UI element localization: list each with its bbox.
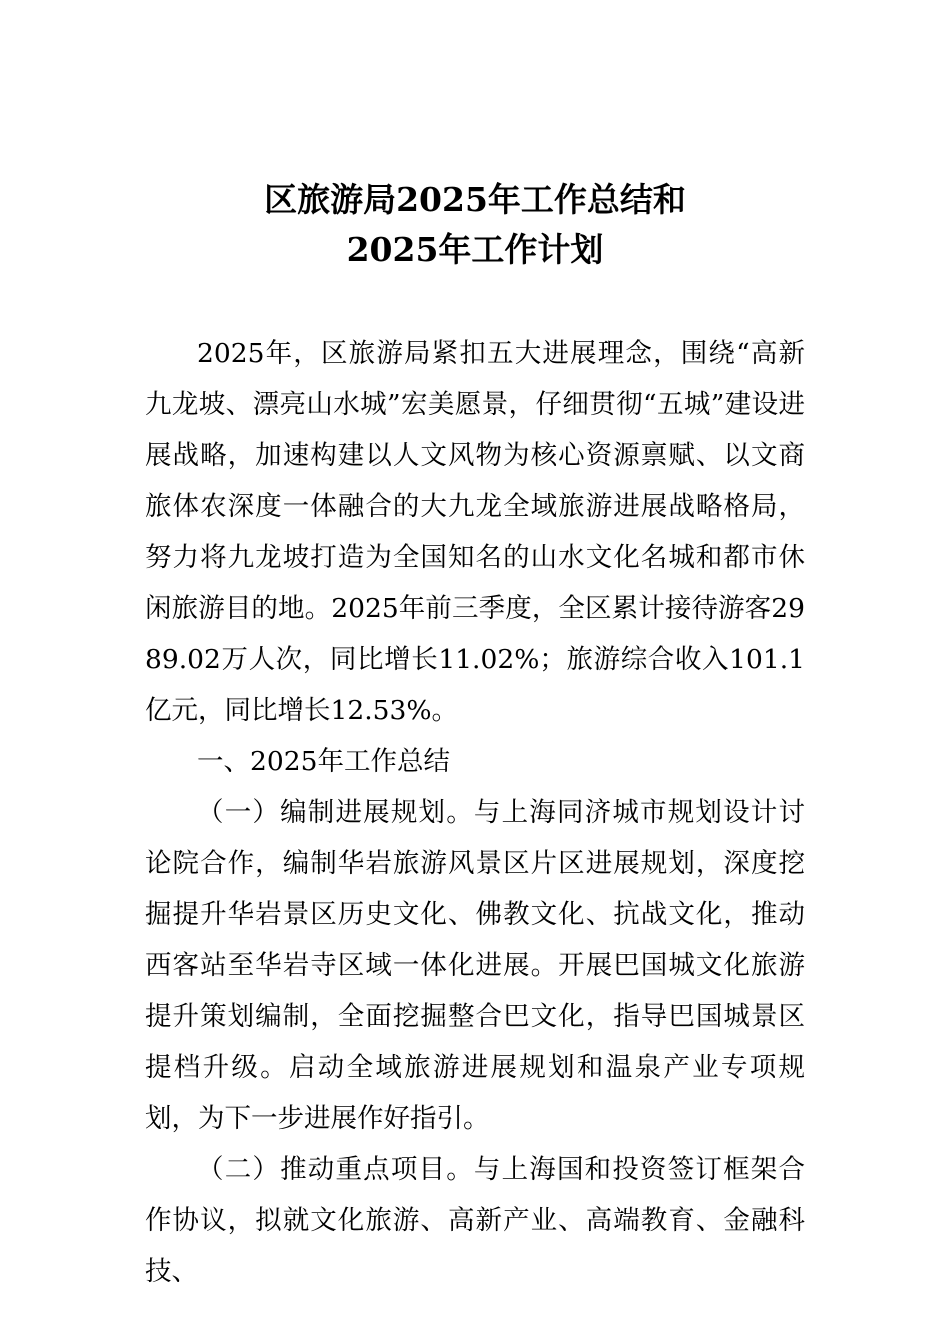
document-body xyxy=(145,328,805,1297)
item-paragraph-2: （二）推动重点项目。与上海国和投资签订框架合作协议，拟就文化旅游、高新产业、高端教育、金融科技、 xyxy=(145,1154,805,1287)
document-title-line1: 区旅游局2025年工作总结和 xyxy=(264,180,686,219)
document-title-line2: 2025年工作计划 xyxy=(346,230,604,269)
intro-paragraph: 2025年，区旅游局紧扣五大进展理念，围绕“高新九龙坡、漂亮山水城”宏美愿景，仔细贯彻“五城”建设进展战略，加速构建以人文风物为核心资源禀赋、以文商旅体农深度一体融合的大九龙全域旅游进展战略格局，努力将九龙坡打造为全国知名的山水文化名城和都市休闲旅游目的地。2025年前三季度，全区累计接待游客2989.02万人次，同比增长11.02%；旅游综合收入101.1亿元，同比增长12.53%。 xyxy=(145,338,805,726)
section-heading: 一、2025年工作总结 xyxy=(197,746,450,777)
item-paragraph-1: （一）编制进展规划。与上海同济城市规划设计讨论院合作，编制华岩旅游风景区片区进展规划，深度挖掘提升华岩景区历史文化、佛教文化、抗战文化，推动西客站至华岩寺区域一体化进展。开展巴国城文化旅游提升策划编制，全面挖掘整合巴文化，指导巴国城景区提档升级。启动全域旅游进展规划和温泉产业专项规划，为下一步进展作好指引。 xyxy=(145,797,805,1134)
